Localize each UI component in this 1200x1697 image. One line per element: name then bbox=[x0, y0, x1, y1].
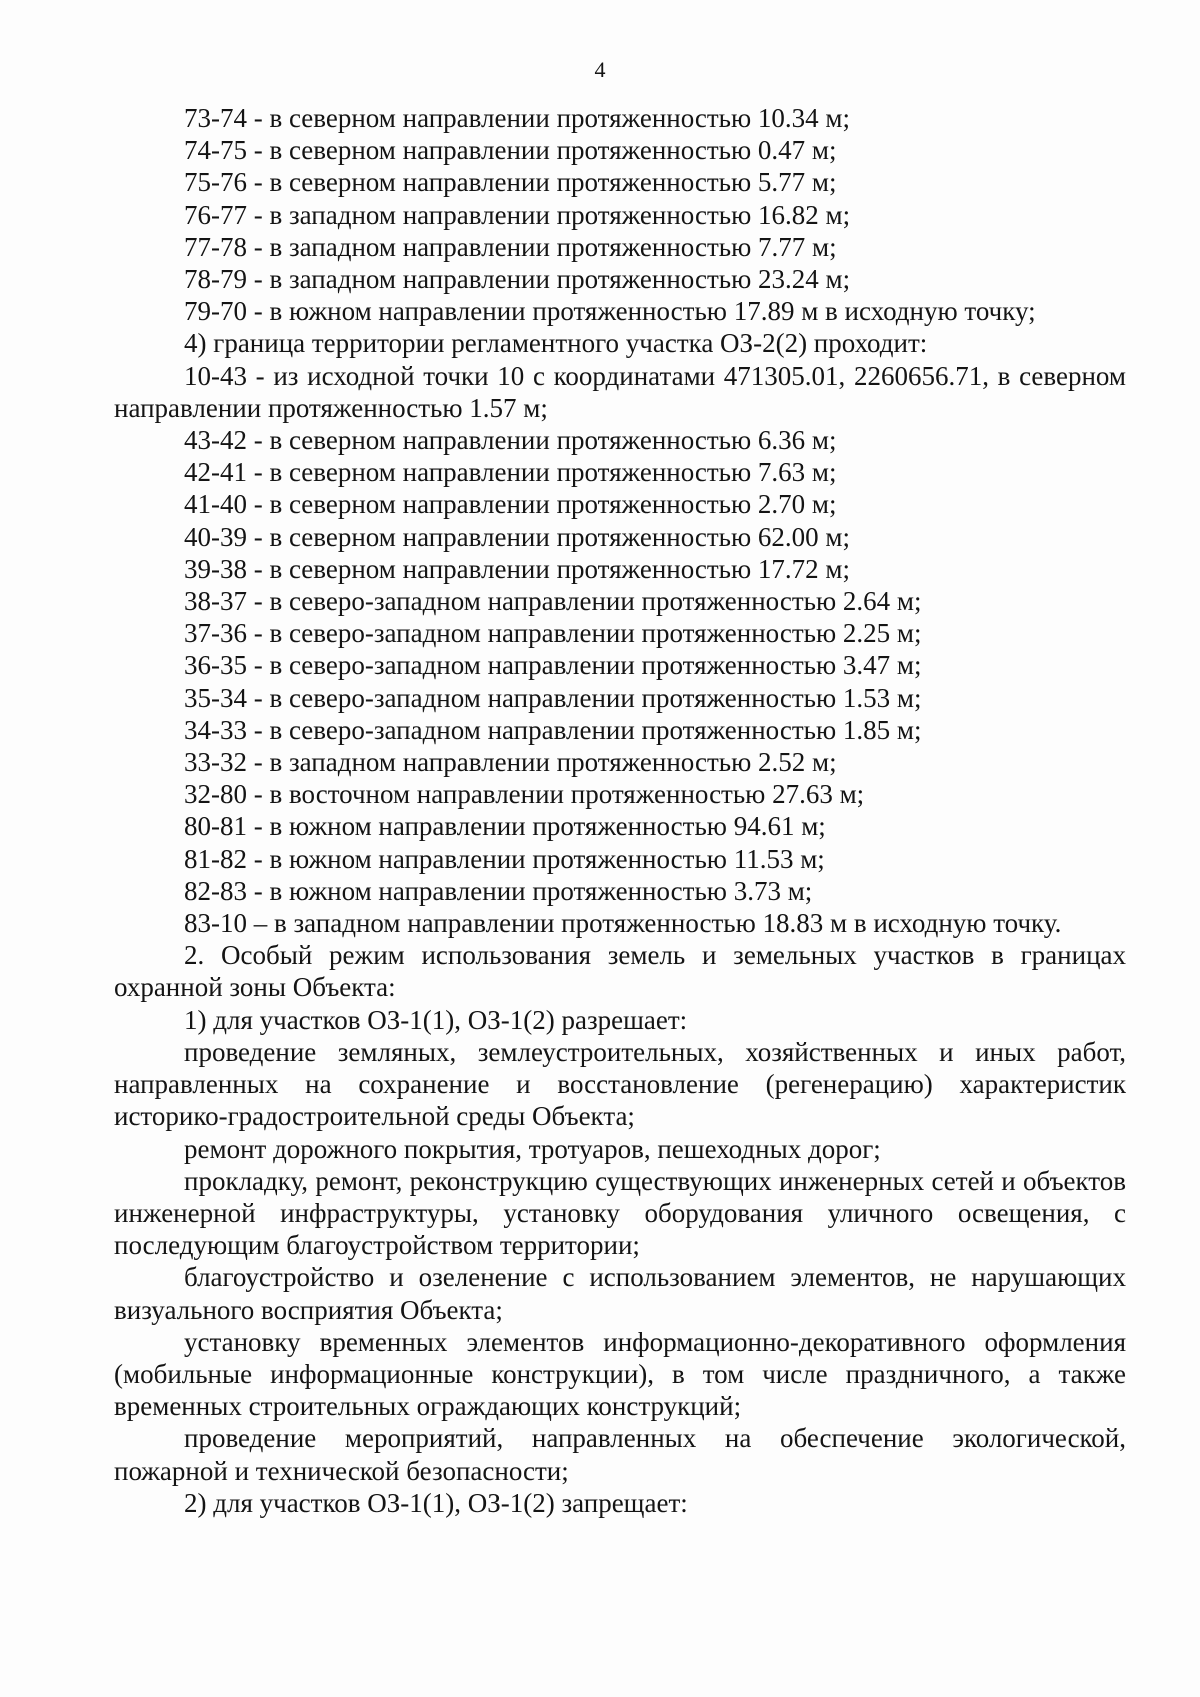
permit-item: благоустройство и озеленение с использованием элементов, не нарушающих визуального восприятия Объекта; bbox=[114, 1262, 1126, 1325]
boundary-segment-line: 81-82 - в южном направлении протяженностью 11.53 м; bbox=[184, 843, 825, 874]
boundary-segment-line: 43-42 - в северном направлении протяженностью 6.36 м; bbox=[184, 425, 837, 456]
boundary-segment-line: 37-36 - в северо-западном направлении протяженностью 2.25 м; bbox=[184, 618, 922, 649]
permit-item: ремонт дорожного покрытия, тротуаров, пешеходных дорог; bbox=[184, 1133, 881, 1164]
boundary-segment-line: 33-32 - в западном направлении протяженностью 2.52 м; bbox=[184, 747, 837, 778]
boundary-segment-line: 36-35 - в северо-западном направлении протяженностью 3.47 м; bbox=[184, 650, 922, 681]
document-body bbox=[114, 102, 1126, 1519]
boundary-segment-line: 80-81 - в южном направлении протяженностью 94.61 м; bbox=[184, 811, 826, 842]
boundary-segment-line: 32-80 - в восточном направлении протяженностью 27.63 м; bbox=[184, 779, 865, 810]
boundary-segment-line: 78-79 - в западном направлении протяженностью 23.24 м; bbox=[184, 264, 851, 295]
boundary-segment-line: 35-34 - в северо-западном направлении протяженностью 1.53 м; bbox=[184, 682, 922, 713]
boundary-segment-line: 76-77 - в западном направлении протяженностью 16.82 м; bbox=[184, 199, 851, 230]
boundary-segment-line: 39-38 - в северном направлении протяженностью 17.72 м; bbox=[184, 553, 850, 584]
boundary-segment-line: 75-76 - в северном направлении протяженностью 5.77 м; bbox=[184, 167, 837, 198]
permit-item: установку временных элементов информационно-декоративного оформления (мобильные информационные конструкции), в том числе праздничного, а также временных строительных ограждающих конструкций; bbox=[114, 1326, 1126, 1422]
permits-heading: 1) для участков ОЗ-1(1), ОЗ-1(2) разрешает: bbox=[184, 1004, 688, 1035]
boundary-heading: 4) граница территории регламентного участка ОЗ-2(2) проходит: bbox=[184, 328, 928, 359]
permit-item: проведение земляных, землеустроительных, хозяйственных и иных работ, направленных на сохранение и восстановление (регенерацию) характеристик историко-градостроительной среды Объекта; bbox=[114, 1036, 1126, 1132]
permit-item: прокладку, ремонт, реконструкцию существующих инженерных сетей и объектов инженерной инфраструктуры, установку оборудования уличного освещения, с последующим благоустройством территории; bbox=[114, 1165, 1126, 1261]
boundary-segment-line: 41-40 - в северном направлении протяженностью 2.70 м; bbox=[184, 489, 837, 520]
boundary-segment-line: 34-33 - в северо-западном направлении протяженностью 1.85 м; bbox=[184, 714, 922, 745]
page-number: 4 bbox=[594, 57, 606, 82]
boundary-segment-line: 77-78 - в западном направлении протяженностью 7.77 м; bbox=[184, 231, 837, 262]
boundary-start-paragraph: 10-43 - из исходной точки 10 с координатами 471305.01, 2260656.71, в северном направлении протяженностью 1.57 м; bbox=[114, 360, 1126, 423]
boundary-segment-line: 83-10 – в западном направлении протяженностью 18.83 м в исходную точку. bbox=[184, 908, 1062, 939]
boundary-segment-line: 38-37 - в северо-западном направлении протяженностью 2.64 м; bbox=[184, 586, 922, 617]
boundary-segment-line: 82-83 - в южном направлении протяженностью 3.73 м; bbox=[184, 875, 813, 906]
boundary-segment-line: 42-41 - в северном направлении протяженностью 7.63 м; bbox=[184, 457, 837, 488]
boundary-segment-line: 40-39 - в северном направлении протяженностью 62.00 м; bbox=[184, 521, 850, 552]
boundary-segment-line: 74-75 - в северном направлении протяженностью 0.47 м; bbox=[184, 135, 837, 166]
prohibits-heading: 2) для участков ОЗ-1(1), ОЗ-1(2) запрещает: bbox=[184, 1487, 688, 1518]
boundary-segment-line: 73-74 - в северном направлении протяженностью 10.34 м; bbox=[184, 103, 850, 133]
boundary-segment-line: 79-70 - в южном направлении протяженностью 17.89 м в исходную точку; bbox=[184, 296, 1036, 327]
permit-item: проведение мероприятий, направленных на обеспечение экологической, пожарной и технической безопасности; bbox=[114, 1423, 1126, 1486]
section-2-paragraph: 2. Особый режим использования земель и земельных участков в границах охранной зоны Объекта: bbox=[114, 940, 1126, 1003]
